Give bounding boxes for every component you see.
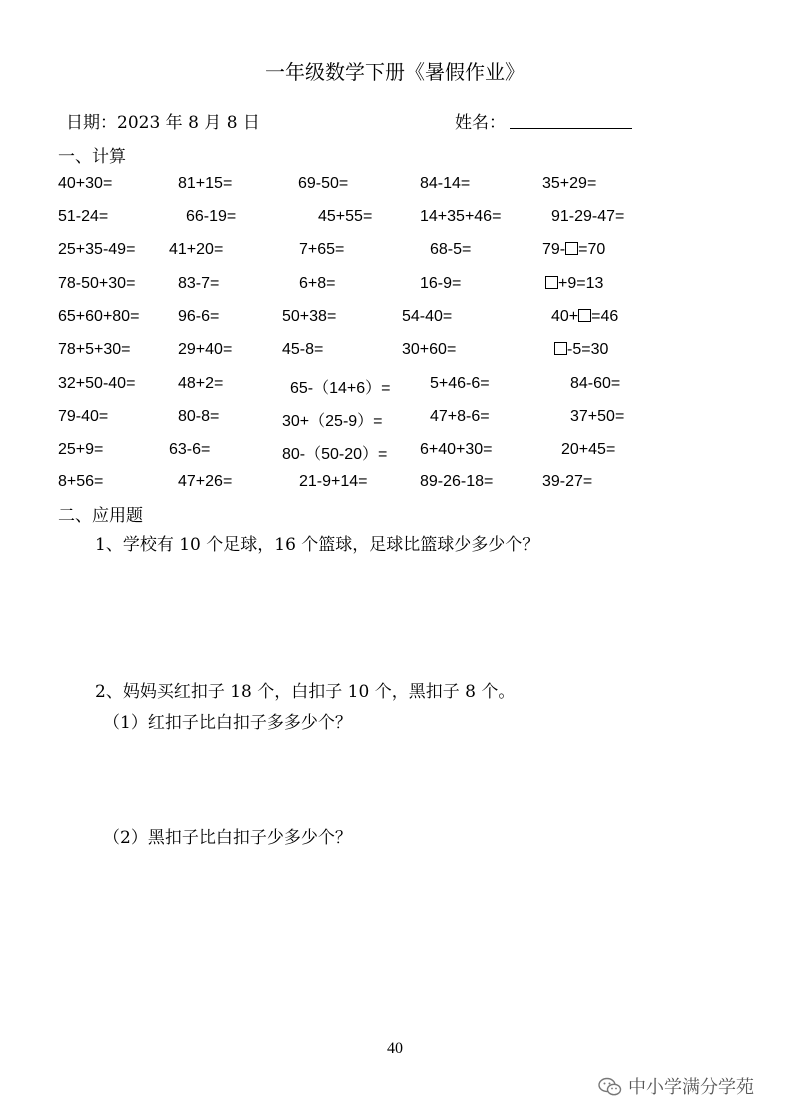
calc-problem: 66-19= <box>186 208 237 225</box>
question-2-part-1: （1）红扣子比白扣子多多少个？ <box>103 713 352 733</box>
calc-problem: 30+60= <box>402 341 457 358</box>
calc-problem: 78+5+30= <box>58 341 131 358</box>
calc-problem: 5+46-6= <box>430 375 490 392</box>
calc-problem: 84-14= <box>420 175 471 192</box>
question-1: 1、学校有 10 个足球，16 个篮球，足球比篮球少多少个？ <box>95 535 540 555</box>
calc-problem: 54-40= <box>402 308 453 325</box>
calc-problem: 30+（25-9）= <box>282 413 383 430</box>
calc-problem: 65+60+80= <box>58 308 140 325</box>
calc-problem: 69-50= <box>298 175 349 192</box>
calc-problem: 63-6= <box>169 441 211 458</box>
calc-problem: 40+ =46 <box>551 308 619 325</box>
calc-problem: 47+8-6= <box>430 408 490 425</box>
name-blank-line <box>510 128 632 129</box>
calc-problem: 7+65= <box>299 241 345 258</box>
watermark-text: 中小学满分学苑 <box>628 1077 754 1098</box>
calc-problem: 81+15= <box>178 175 233 192</box>
calc-problem: 37+50= <box>570 408 625 425</box>
section-word-problems-title: 二、应用题 <box>58 506 143 526</box>
calc-problem: 80-（50-20）= <box>282 446 388 463</box>
answer-box <box>578 309 591 322</box>
calc-problem: 84-60= <box>570 375 621 392</box>
calc-problem: 25+35-49= <box>58 241 136 258</box>
calc-problem: 83-7= <box>178 275 220 292</box>
calc-problem: 89-26-18= <box>420 473 494 490</box>
calc-problem: -5=30 <box>554 341 608 359</box>
calc-problem: 47+26= <box>178 473 233 490</box>
calc-problem: 8+56= <box>58 473 104 490</box>
question-2-part-2: （2）黑扣子比白扣子少多少个？ <box>103 828 352 848</box>
calc-problem: 68-5= <box>430 241 472 258</box>
calc-problem: 65-（14+6）= <box>290 380 391 397</box>
calc-problem: 29+40= <box>178 341 233 358</box>
answer-box <box>554 342 567 355</box>
calc-problem: 41+20= <box>169 241 224 258</box>
answer-box <box>545 276 558 289</box>
calc-problem: 25+9= <box>58 441 104 458</box>
answer-box <box>565 242 578 255</box>
calc-problem: 79-40= <box>58 408 109 425</box>
page-number: 40 <box>387 1040 403 1057</box>
calc-problem: 6+40+30= <box>420 441 493 458</box>
calc-problem: 91-29-47= <box>551 208 625 225</box>
watermark <box>598 1073 754 1099</box>
page-title: 一年级数学下册《暑假作业》 <box>265 60 525 84</box>
wechat-icon <box>598 1077 622 1097</box>
question-2: 2、妈妈买红扣子 18 个，白扣子 10 个，黑扣子 8 个。 <box>95 682 516 702</box>
calc-problem: 40+30= <box>58 175 113 192</box>
calc-problem: 48+2= <box>178 375 224 392</box>
calc-problem: 6+8= <box>299 275 336 292</box>
calc-problem: 78-50+30= <box>58 275 136 292</box>
date-label: 日期：2023 年 8 月 8 日 <box>66 113 260 133</box>
calc-problem: +9=13 <box>545 275 603 293</box>
calc-problem: 45+55= <box>318 208 373 225</box>
calc-problem: 80-8= <box>178 408 220 425</box>
calc-problem: 79- =70 <box>542 241 606 258</box>
calc-problem: 16-9= <box>420 275 462 292</box>
calc-problem: 21-9+14= <box>299 473 368 490</box>
calc-problem: 96-6= <box>178 308 220 325</box>
calc-problem: 39-27= <box>542 473 593 490</box>
calc-problem: 32+50-40= <box>58 375 136 392</box>
calc-problem: 51-24= <box>58 208 109 225</box>
calc-problem: 35+29= <box>542 175 597 192</box>
section-calc-title: 一、计算 <box>58 147 126 167</box>
name-label: 姓名： <box>455 113 506 133</box>
calc-problem: 14+35+46= <box>420 208 502 225</box>
calc-problem: 20+45= <box>561 441 616 458</box>
calc-problem: 50+38= <box>282 308 337 325</box>
calc-problem: 45-8= <box>282 341 324 358</box>
